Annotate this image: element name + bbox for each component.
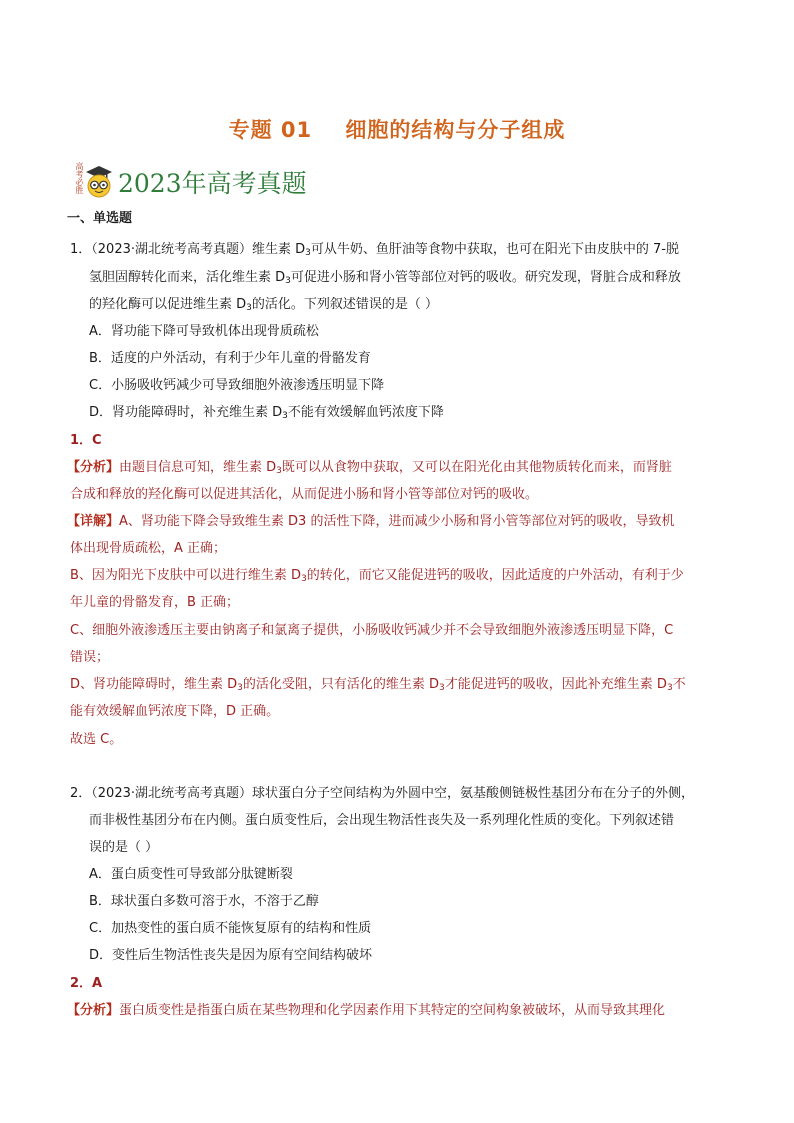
q1-stem-line3: 的羟化酶可以促进维生素 $D_3$的活化。下列叙述错误的是（ ） bbox=[89, 297, 439, 313]
section-heading: 一、单选题 bbox=[67, 211, 133, 226]
q1-detail-b-line2: 年儿童的骨骼发育，B 正确； bbox=[70, 595, 240, 610]
q1-analysis-line1: 【分析】由题目信息可知，维生素 $D_3$既可以从食物中获取，又可以在阳光化由其他物质转化而来，而肾脏 bbox=[67, 460, 672, 476]
q1-stem-line2: 氢胆固醇转化而来，活化维生素 $D_3$可促进小肠和肾小管等部位对钙的吸收。研究发现，肾脏合成和释放 bbox=[89, 270, 681, 286]
q2-option-c: C．加热变性的蛋白质不能恢复原有的结构和性质 bbox=[89, 921, 372, 936]
q2-stem-line2: 而非极性基团分布在内侧。蛋白质变性后，会出现生物活性丧失及一系列理化性质的变化。下列叙述错 bbox=[89, 813, 675, 828]
q1-conclusion: 故选 C。 bbox=[70, 732, 123, 747]
q2-analysis-line1: 【分析】蛋白质变性是指蛋白质在某些物理和化学因素作用下其特定的空间构象被破坏，从而导致其理化 bbox=[67, 1003, 666, 1018]
q1-option-a: A．肾功能下降可导致机体出现骨质疏松 bbox=[89, 324, 319, 339]
exam-badge bbox=[70, 160, 116, 204]
q1-detail-c-line1: C、细胞外液渗透压主要由钠离子和氯离子提供，小肠吸收钙减少并不会导致细胞外液渗透压明显下降，C bbox=[70, 623, 674, 638]
scholar-face-icon bbox=[84, 164, 114, 198]
q2-option-b: B．球状蛋白多数可溶于水，不溶于乙醇 bbox=[89, 894, 319, 909]
q1-stem-line1: 1．（2023·湖北统考高考真题）维生素 $D_3$可从牛奶、鱼肝油等食物中获取，也可在阳光下由皮肤中的 7-脱 bbox=[70, 242, 679, 258]
q1-detail-a-line1: 【详解】A、肾功能下降会导致维生素 D3 的活性下降，进而减少小肠和肾小管等部位对钙的吸收，导致机 bbox=[67, 514, 675, 529]
q1-analysis-line2: 合成和释放的羟化酶可以促进其活化，从而促进小肠和肾小管等部位对钙的吸收。 bbox=[70, 487, 539, 502]
q2-option-a: A．蛋白质变性可导致部分肽键断裂 bbox=[89, 867, 293, 882]
q1-detail-d-line1: D、肾功能障碍时，维生素 $D_3$的活化受阻，只有活化的维生素 $D_3$才能促进钙的吸收，因此补充维生素 $D_3$不 bbox=[70, 677, 686, 693]
q1-answer: 1．C bbox=[70, 433, 102, 448]
q2-option-d: D．变性后生物活性丧失是因为原有空间结构破坏 bbox=[89, 948, 373, 963]
q1-option-d: D．肾功能障碍时，补充维生素 $D_3$不能有效缓解血钙浓度下降 bbox=[89, 405, 444, 421]
section-banner bbox=[70, 160, 307, 204]
page-title: 专题 01 细胞的结构与分子组成 bbox=[228, 118, 566, 142]
q1-option-c: C．小肠吸收钙减少可导致细胞外液渗透压明显下降 bbox=[89, 378, 385, 393]
q2-answer: 2．A bbox=[70, 976, 103, 991]
q2-stem-line1: 2．（2023·湖北统考高考真题）球状蛋白分子空间结构为外圆中空，氨基酸侧链极性基团分布在分子的外侧， bbox=[70, 786, 694, 801]
q1-detail-c-line2: 错误； bbox=[70, 650, 110, 665]
q1-option-b: B．适度的户外活动，有利于少年儿童的骨骼发育 bbox=[89, 351, 371, 366]
q1-detail-b-line1: B、因为阳光下皮肤中可以进行维生素 $D_3$的转化，而它又能促进钙的吸收，因此适度的户外活动，有利于少 bbox=[70, 568, 684, 584]
banner-title: 2023年高考真题 bbox=[118, 169, 307, 198]
q2-stem-line3: 误的是（ ） bbox=[89, 840, 159, 855]
q1-detail-a-line2: 体出现骨质疏松，A 正确； bbox=[70, 541, 227, 556]
q1-detail-d-line2: 能有效缓解血钙浓度下降，D 正确。 bbox=[70, 704, 280, 719]
badge-stamp-text: 高考必胜 bbox=[75, 162, 84, 194]
